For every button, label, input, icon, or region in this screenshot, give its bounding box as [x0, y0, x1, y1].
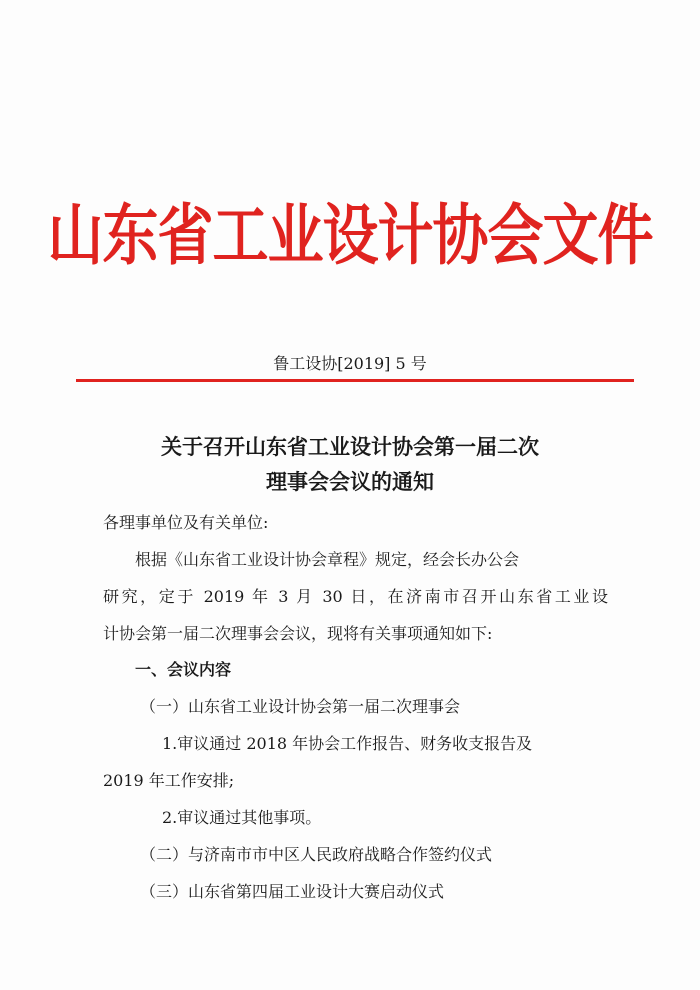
- salutation: 各理事单位及有关单位:: [103, 513, 269, 532]
- paragraph-1-line-3: 计协会第一届二次理事会会议，现将有关事项通知如下:: [103, 624, 493, 643]
- section-1-heading: 一、会议内容: [135, 660, 232, 679]
- item-1-sub-1-line-1: 1.审议通过 2018 年协会工作报告、财务收支报告及: [162, 734, 533, 753]
- notice-title-line-1: 关于召开山东省工业设计协会第一届二次: [161, 435, 539, 459]
- document-masthead: 山东省工业设计协会文件: [47, 196, 653, 275]
- item-3: （三）山东省第四届工业设计大赛启动仪式: [140, 882, 445, 901]
- notice-title-line-2: 理事会会议的通知: [266, 470, 434, 494]
- paragraph-1-line-1: 根据《山东省工业设计协会章程》规定，经会长办公会: [135, 550, 520, 569]
- item-1: （一）山东省工业设计协会第一届二次理事会: [140, 697, 461, 716]
- paragraph-1-line-2: 研究，定于 2019 年 3 月 30 日，在济南市召开山东省工业设: [103, 587, 608, 606]
- item-2: （二）与济南市市中区人民政府战略合作签约仪式: [140, 845, 493, 864]
- red-divider-line: [76, 379, 634, 382]
- document-number: 鲁工设协[2019] 5 号: [273, 354, 427, 373]
- item-1-sub-2: 2.审议通过其他事项。: [162, 808, 322, 827]
- item-1-sub-1-line-2: 2019 年工作安排;: [103, 771, 235, 790]
